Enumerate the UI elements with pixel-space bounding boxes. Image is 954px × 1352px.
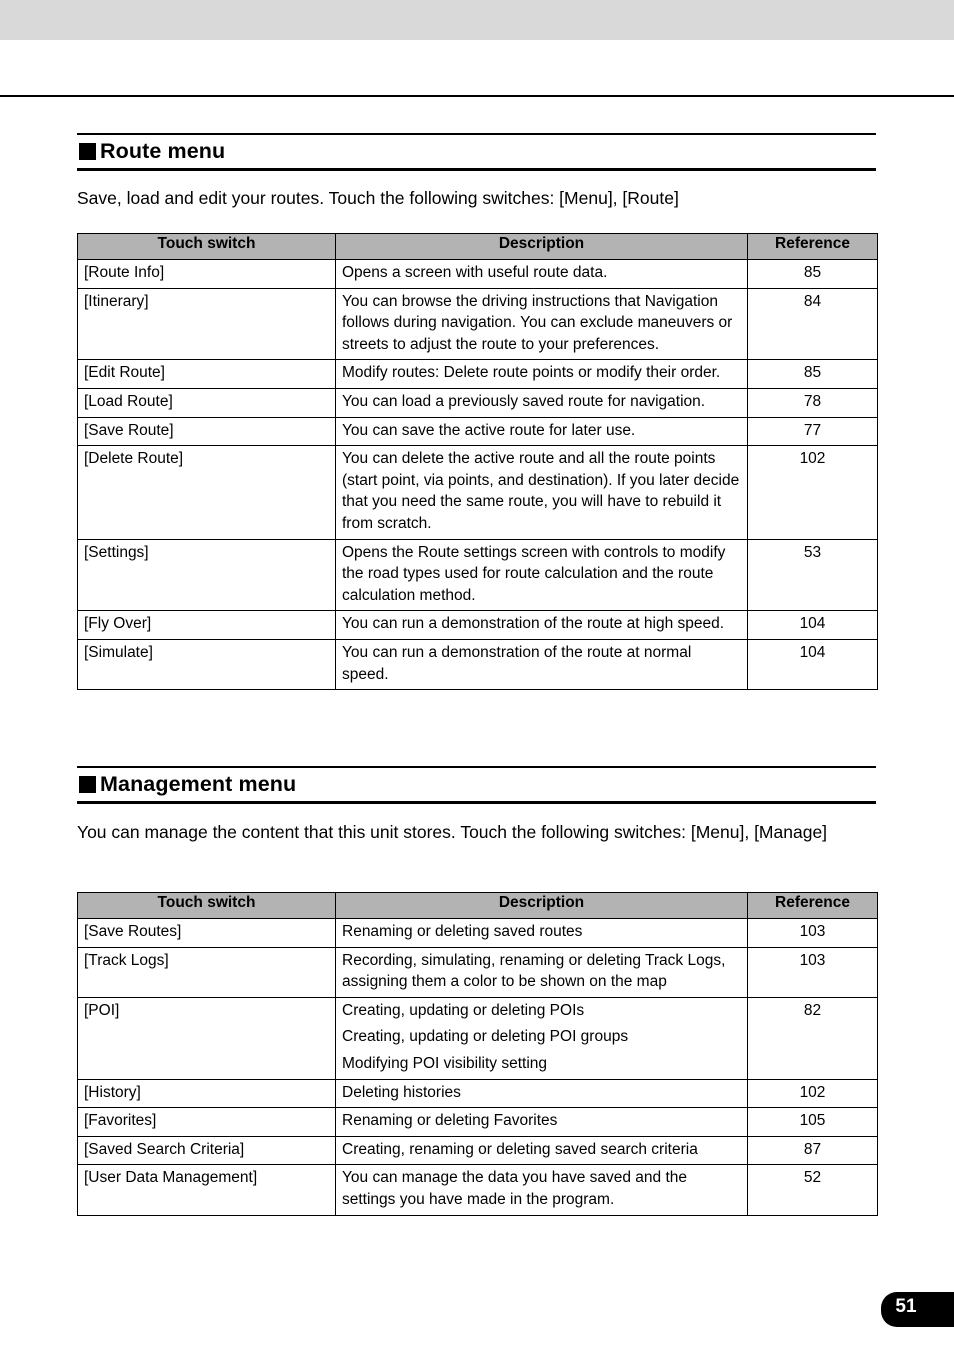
table-row: [78, 288, 878, 360]
column-header-reference: Reference: [748, 893, 878, 919]
table-row: [78, 947, 878, 997]
reference-cell: 103: [748, 947, 878, 997]
table-row: [78, 260, 878, 289]
reference-cell: 52: [748, 1165, 878, 1215]
table-row: [78, 539, 878, 611]
table-row: [78, 360, 878, 389]
reference-cell: 85: [748, 260, 878, 289]
description-line: You can load a previously saved route for navigation.: [342, 392, 706, 410]
touch-switch-cell: [Load Route]: [78, 388, 336, 417]
table-header-row: [78, 893, 878, 919]
reference-cell: 104: [748, 639, 878, 689]
description-line: Renaming or deleting saved routes: [342, 923, 583, 940]
description-cell: [336, 1079, 748, 1108]
description-cell: [336, 997, 748, 1079]
description-cell: [336, 1136, 748, 1165]
description-cell: [336, 417, 748, 446]
description-cell: [336, 611, 748, 640]
description-line: Renaming or deleting Favorites: [342, 1112, 558, 1130]
touch-switch-cell: [Track Logs]: [78, 947, 336, 997]
reference-cell: 87: [748, 1136, 878, 1165]
touch-switch-cell: [Saved Search Criteria]: [78, 1136, 336, 1165]
description-line: You can save the active route for later use.: [342, 421, 636, 439]
description-cell: [336, 360, 748, 389]
touch-switch-cell: [POI]: [78, 997, 336, 1079]
header-rule: [0, 95, 954, 97]
square-bullet-icon: [79, 776, 96, 793]
table-row: [78, 639, 878, 689]
column-header-touch-switch: Touch switch: [78, 234, 336, 260]
touch-switch-cell: [Save Route]: [78, 417, 336, 446]
description-line: You can delete the active route and all the route points (start point, via points, and destination). If you later decide that you need the same route, you will have to rebuild it from scratch.: [342, 450, 740, 532]
touch-switch-cell: [Edit Route]: [78, 360, 336, 389]
table-row: [78, 997, 878, 1079]
management-menu-table: [77, 892, 878, 1216]
description-line: You can run a demonstration of the route at high speed.: [342, 615, 725, 633]
reference-cell: 78: [748, 388, 878, 417]
reference-cell: 103: [748, 919, 878, 948]
touch-switch-cell: [Settings]: [78, 539, 336, 611]
reference-cell: 105: [748, 1108, 878, 1137]
description-line: Creating, renaming or deleting saved search criteria: [342, 1140, 698, 1158]
description-cell: [336, 1108, 748, 1137]
touch-switch-cell: [Simulate]: [78, 639, 336, 689]
description-cell: [336, 639, 748, 689]
route-menu-intro: Save, load and edit your routes. Touch the following switches: [Menu], [Route]: [77, 188, 679, 208]
page-number: 51: [895, 1296, 917, 1317]
reference-cell: 53: [748, 539, 878, 611]
reference-cell: 84: [748, 288, 878, 360]
description-line: Modifying POI visibility setting: [342, 1054, 548, 1072]
description-cell: [336, 919, 748, 948]
description-line: You can run a demonstration of the route at normal speed.: [342, 643, 692, 683]
description-cell: [336, 260, 748, 289]
description-line: Opens a screen with useful route data.: [342, 264, 608, 281]
management-menu-heading: [77, 766, 876, 804]
table-header-row: [78, 234, 878, 260]
management-menu-intro: You can manage the content that this unit stores. Touch the following switches: [Menu], [Manage]: [77, 822, 828, 842]
description-cell: [336, 539, 748, 611]
description-cell: [336, 388, 748, 417]
reference-cell: 102: [748, 1079, 878, 1108]
reference-cell: 104: [748, 611, 878, 640]
touch-switch-cell: [Itinerary]: [78, 288, 336, 360]
column-header-description: Description: [336, 234, 748, 260]
touch-switch-cell: [Delete Route]: [78, 446, 336, 539]
reference-cell: 85: [748, 360, 878, 389]
table-row: [78, 1108, 878, 1137]
description-cell: [336, 446, 748, 539]
description-cell: [336, 288, 748, 360]
description-line: Modify routes: Delete route points or modify their order.: [342, 364, 721, 382]
description-line: You can browse the driving instructions that Navigation follows during navigation. You can exclude maneuvers or streets to adjust the route to your preferences.: [342, 292, 733, 353]
table-row: [78, 446, 878, 539]
route-menu-table: [77, 233, 878, 690]
description-line: You can manage the data you have saved and the settings you have made in the program.: [342, 1169, 688, 1208]
description-cell: [336, 1165, 748, 1215]
touch-switch-cell: [Route Info]: [78, 260, 336, 289]
column-header-description: Description: [336, 893, 748, 919]
top-header-band: [0, 0, 954, 40]
table-row: [78, 919, 878, 948]
management-menu-title: Management menu: [100, 772, 297, 796]
table-row: [78, 611, 878, 640]
square-bullet-icon: [79, 143, 96, 160]
description-line: Opens the Route settings screen with controls to modify the road types used for route calculation and the route calculation method.: [342, 543, 726, 604]
table-row: [78, 1136, 878, 1165]
touch-switch-cell: [History]: [78, 1079, 336, 1108]
route-menu-title: Route menu: [100, 139, 226, 163]
touch-switch-cell: [Fly Over]: [78, 611, 336, 640]
touch-switch-cell: [User Data Management]: [78, 1165, 336, 1215]
description-line: Creating, updating or deleting POI groups: [342, 1028, 629, 1046]
table-row: [78, 1079, 878, 1108]
reference-cell: 82: [748, 997, 878, 1079]
description-line: Recording, simulating, renaming or deleting Track Logs, assigning them a color to be shown on the map: [342, 951, 726, 991]
column-header-reference: Reference: [748, 234, 878, 260]
table-row: [78, 388, 878, 417]
route-menu-heading: [77, 133, 876, 171]
column-header-touch-switch: Touch switch: [78, 893, 336, 919]
description-cell: [336, 947, 748, 997]
reference-cell: 102: [748, 446, 878, 539]
table-row: [78, 417, 878, 446]
touch-switch-cell: [Favorites]: [78, 1108, 336, 1137]
reference-cell: 77: [748, 417, 878, 446]
page-number-tab: [881, 1292, 954, 1327]
table-row: [78, 1165, 878, 1215]
description-line: Creating, updating or deleting POIs: [342, 1001, 585, 1019]
description-line: Deleting histories: [342, 1083, 461, 1101]
touch-switch-cell: [Save Routes]: [78, 919, 336, 948]
